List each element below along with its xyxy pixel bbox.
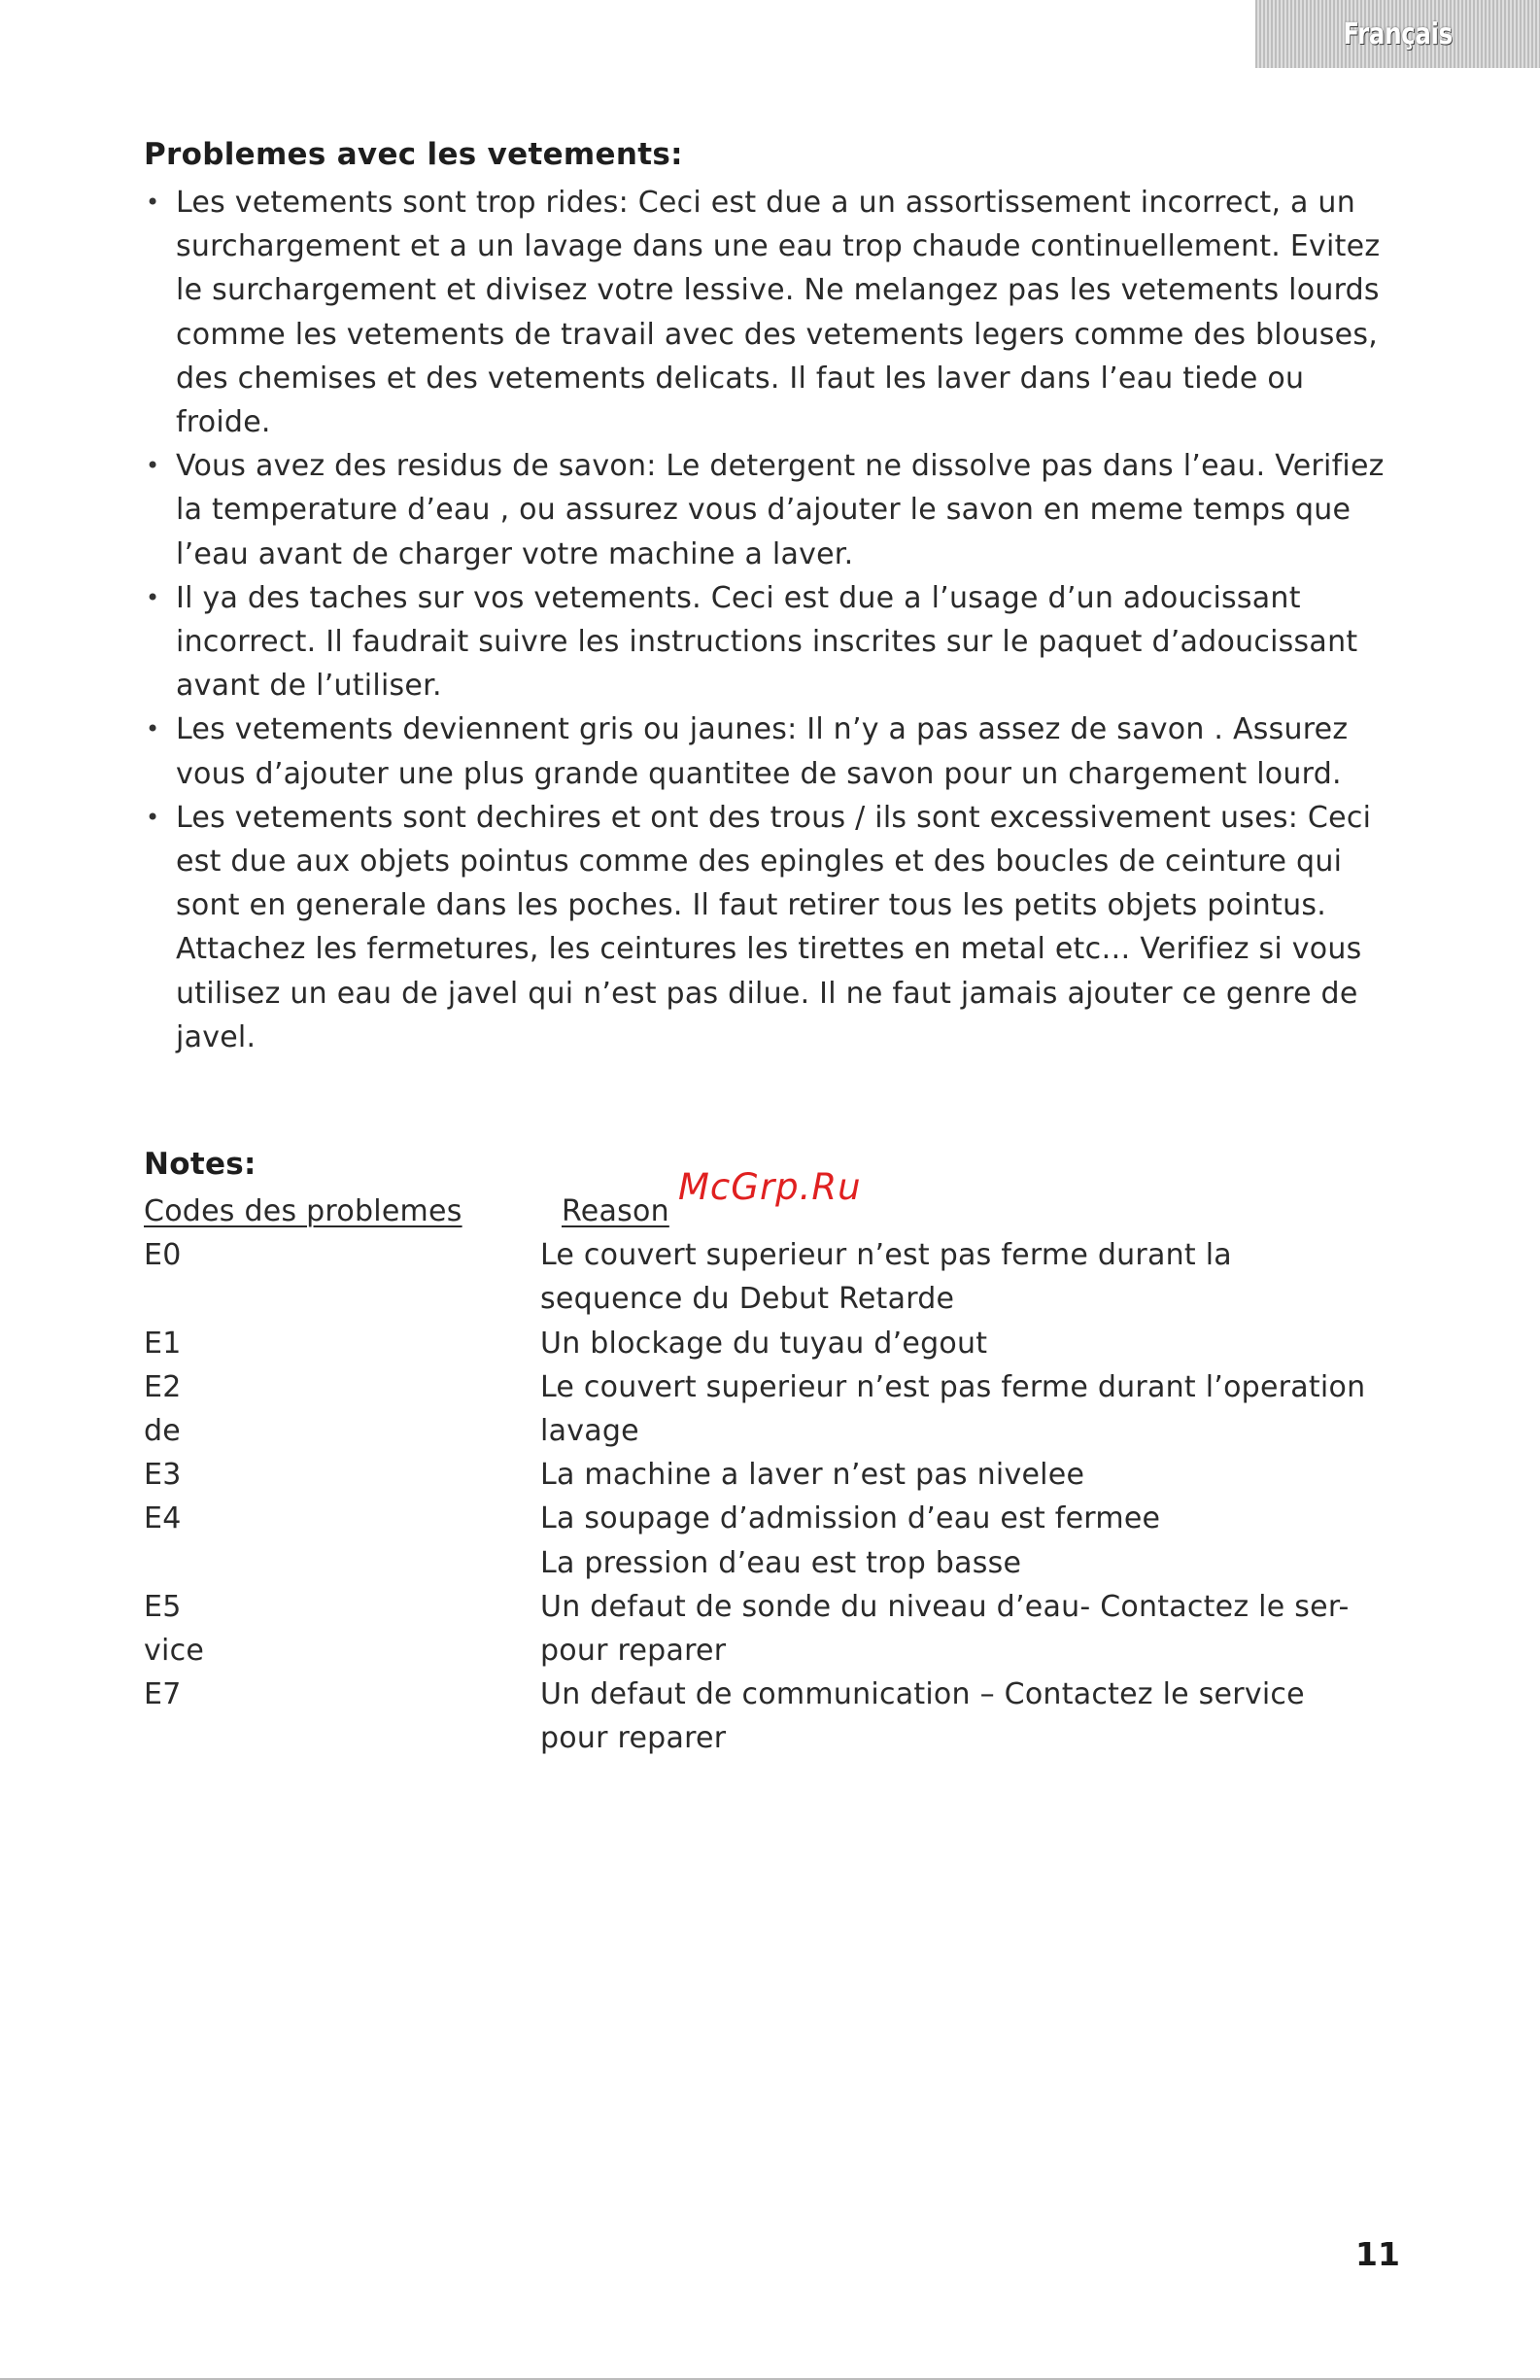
code-cell: E2 bbox=[144, 1369, 182, 1404]
code-cell: E4 bbox=[144, 1501, 182, 1536]
table-row bbox=[144, 1233, 1407, 1277]
reason-cell: Un defaut de sonde du niveau d’eau- Contactez le ser- bbox=[540, 1589, 1350, 1624]
list-item: • Les vetements deviennent gris ou jaunes: Il n’y a pas assez de savon . Assurez vous d’ajouter une plus grande quantitee de savon pour un chargement lourd. bbox=[146, 707, 1399, 795]
code-cell bbox=[144, 1277, 540, 1321]
table-row bbox=[144, 1585, 1407, 1629]
table-row bbox=[144, 1277, 1407, 1321]
table-row bbox=[144, 1497, 1407, 1540]
notes-title: Notes: bbox=[144, 1147, 257, 1182]
list-item: • Il ya des taches sur vos vetements. Ceci est due a l’usage d’un adoucissant incorrect. Il faudrait suivre les instructions inscrites sur le paquet d’adoucissant avant de l’utiliser. bbox=[146, 576, 1399, 708]
code-cell bbox=[144, 1541, 540, 1585]
reason-cell: Le couvert superieur n’est pas ferme durant l’operation bbox=[540, 1369, 1366, 1404]
error-codes-table bbox=[144, 1190, 1407, 1761]
reason-cell: Un defaut de communication – Contactez le service bbox=[540, 1677, 1305, 1712]
table-row bbox=[144, 1629, 1407, 1673]
code-cell: E5 bbox=[144, 1589, 182, 1624]
code-cell: E3 bbox=[144, 1458, 182, 1493]
table-row bbox=[144, 1716, 1407, 1760]
clothing-problems-list bbox=[146, 181, 1399, 1059]
table-row bbox=[144, 1673, 1407, 1716]
code-cell: E1 bbox=[144, 1326, 182, 1361]
code-cell bbox=[144, 1716, 540, 1760]
reason-cell: Le couvert superieur n’est pas ferme durant la bbox=[540, 1238, 1232, 1273]
list-item: • Les vetements sont trop rides: Ceci est due a un assortissement incorrect, a un surchargement et a un lavage dans une eau trop chaude continuellement. Evitez le surchargement et divisez votre lessive. Ne melangez pas les vetements lourds comme les vetements de travail avec des vetements legers comme des blouses, des chemises et des vetements delicats. Il faut les laver dans l’eau tiede ou froide. bbox=[146, 181, 1399, 444]
table-row bbox=[144, 1365, 1407, 1409]
reason-cell: La pression d’eau est trop basse bbox=[540, 1545, 1022, 1580]
reason-cell: pour reparer bbox=[540, 1721, 727, 1756]
language-tab-label: Français bbox=[1343, 17, 1453, 52]
table-header-row bbox=[144, 1190, 1407, 1233]
page-number: 11 bbox=[1355, 2235, 1400, 2273]
code-cell: E0 bbox=[144, 1238, 182, 1273]
language-tab bbox=[1255, 0, 1540, 68]
table-row bbox=[144, 1322, 1407, 1365]
reason-cell: sequence du Debut Retarde bbox=[540, 1282, 955, 1317]
table-row bbox=[144, 1453, 1407, 1497]
codes-column-header: Codes des problemes bbox=[144, 1194, 462, 1228]
reason-column-header: Reason bbox=[562, 1194, 669, 1228]
watermark: McGrp.Ru bbox=[678, 1166, 862, 1208]
code-cell: vice bbox=[144, 1634, 205, 1669]
reason-cell: La machine a laver n’est pas nivelee bbox=[540, 1458, 1085, 1493]
reason-cell: Un blockage du tuyau d’egout bbox=[540, 1326, 988, 1361]
code-cell: E7 bbox=[144, 1677, 182, 1712]
table-row bbox=[144, 1409, 1407, 1453]
clothing-problems-title: Problemes avec les vetements: bbox=[144, 137, 683, 172]
list-item: • Vous avez des residus de savon: Le detergent ne dissolve pas dans l’eau. Verifiez la temperature d’eau , ou assurez vous d’ajouter le savon en meme temps que l’eau avant de charger votre machine a laver. bbox=[146, 444, 1399, 576]
table-row bbox=[144, 1541, 1407, 1585]
code-cell: de bbox=[144, 1414, 181, 1449]
reason-cell: lavage bbox=[540, 1414, 639, 1449]
reason-cell: pour reparer bbox=[540, 1634, 727, 1669]
reason-cell: La soupage d’admission d’eau est fermee bbox=[540, 1501, 1161, 1536]
list-item: • Les vetements sont dechires et ont des trous / ils sont excessivement uses: Ceci est due aux objets pointus comme des epingles et des boucles de ceinture qui sont en generale dans les poches. Il faut retirer tous les petits objets pointus. Attachez les fermetures, les ceintures les tirettes en metal etc… Verifiez si vous utilisez un eau de javel qui n’est pas dilue. Il ne faut jamais ajouter ce genre de javel. bbox=[146, 796, 1399, 1059]
